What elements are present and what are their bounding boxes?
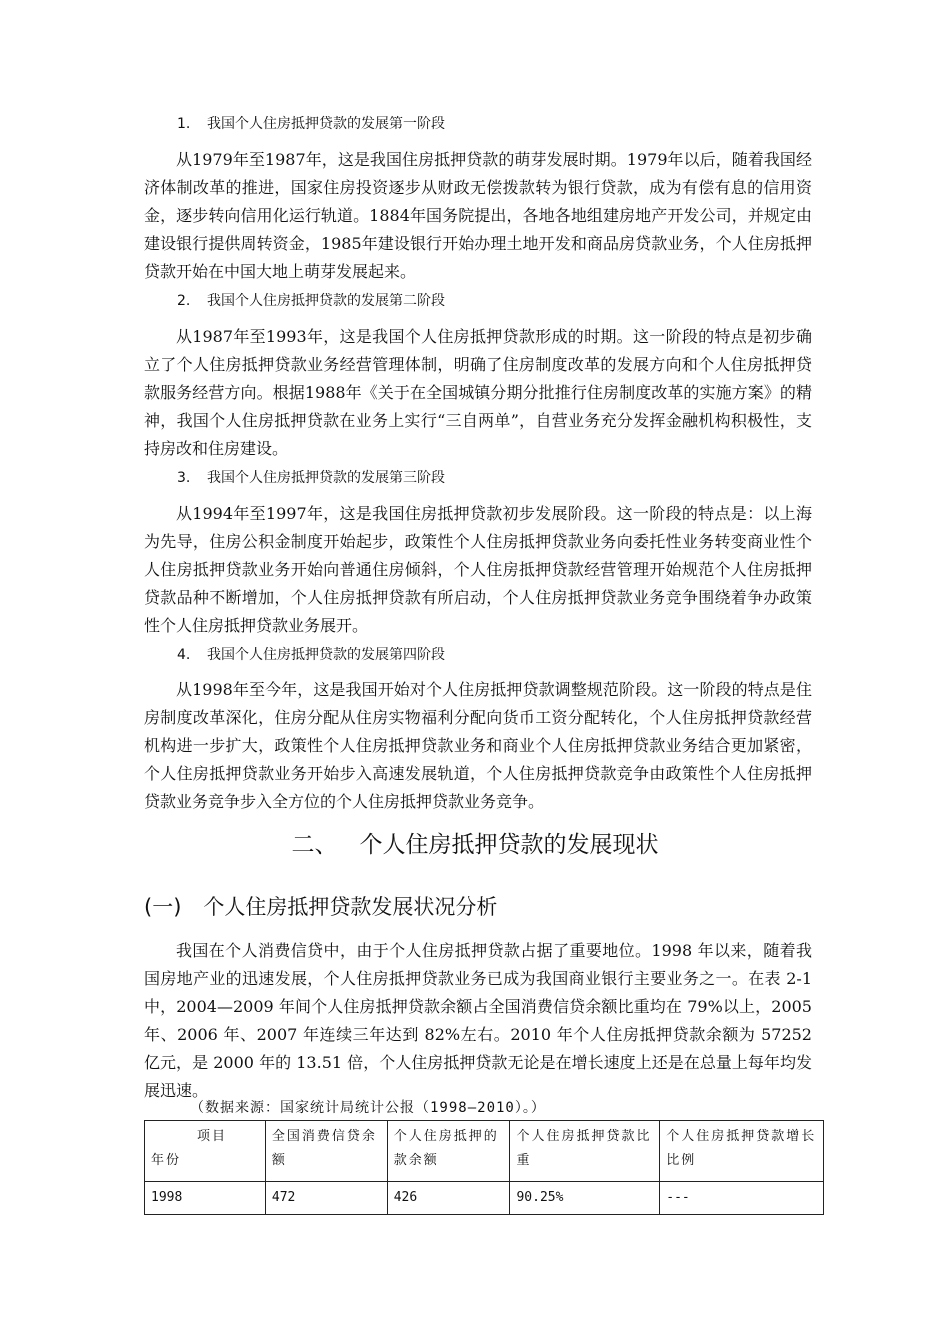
- section-paragraph-1: 从1979年至1987年，这是我国住房抵押贷款的萌芽发展时期。1979年以后，随着我国经济体制改革的推进，国家住房投资逐步从财政无偿拨款转为银行贷款，成为有偿有息的信用资金，逐步转向信用化运行轨道。1884年国务院提出，各地各地组建房地产开发公司，并规定由建设银行提供周转资金，1985年建设银行开始办理土地开发和商品房贷款业务，个人住房抵押贷款开始在中国大地上萌芽发展起来。: [144, 150, 812, 281]
- table-row: [145, 1182, 824, 1215]
- table-header-cell: 个人住房抵押的款余额: [387, 1121, 510, 1182]
- section-heading-3: [177, 467, 445, 487]
- section-number: 3.: [177, 470, 191, 486]
- table-header-cell: [145, 1121, 266, 1182]
- section-number: 1.: [177, 116, 191, 132]
- table-cell: 1998: [145, 1182, 266, 1215]
- chapter-number: 二、: [291, 832, 338, 858]
- section-paragraph-2: 从1987年至1993年，这是我国个人住房抵押贷款形成的时期。这一阶段的特点是初步确立了个人住房抵押贷款业务经营管理体制，明确了住房制度改革的发展方向和个人住房抵押贷款服务经营方向。根据1988年《关于在全国城镇分期分批推行住房制度改革的实施方案》的精神，我国个人住房抵押贷款在业务上实行“三自两单”，自营业务充分发挥金融机构积极性，支持房改和住房建设。: [144, 327, 812, 458]
- section-heading-4: [177, 644, 445, 664]
- subsection-number: (一): [144, 895, 182, 919]
- data-source-note: （数据来源：国家统计局统计公报（1998—2010）。）: [190, 1100, 546, 1116]
- section-heading-1: [177, 113, 445, 133]
- analysis-paragraph: 我国在个人消费信贷中，由于个人住房抵押贷款占据了重要地位。1998 年以来，随着我国房地产业的迅速发展，个人住房抵押贷款业务已成为我国商业银行主要业务之一。在表 2-1 中，2004—2009 年间个人住房抵押贷款余额占全国消费信贷余额比重均在 79%以上，2005 年、2006 年、2007 年连续三年达到 82%左右。2010 年个人住房抵押贷款余额为 57252 亿元，是 2000 年的 13.51 倍，个人住房抵押贷款无论是在增长速度上还是在总量上每年均发展迅速。: [144, 941, 812, 1100]
- loan-data-table: [144, 1120, 824, 1215]
- table-header-cell: 个人住房抵押贷款增长比例: [660, 1121, 824, 1182]
- section-heading-2: [177, 290, 445, 310]
- section-title: 我国个人住房抵押贷款的发展第一阶段: [207, 116, 445, 132]
- table-cell: ---: [660, 1182, 824, 1215]
- section-paragraph-4: 从1998年至今年，这是我国开始对个人住房抵押贷款调整规范阶段。这一阶段的特点是住房制度改革深化，住房分配从住房实物福利分配向货币工资分配转化，个人住房抵押贷款经营机构进一步扩大，政策性个人住房抵押贷款业务和商业个人住房抵押贷款业务结合更加紧密，个人住房抵押贷款业务开始步入高速发展轨道，个人住房抵押贷款竞争由政策性个人住房抵押贷款业务竞争步入全方位的个人住房抵押贷款业务竞争。: [144, 680, 812, 811]
- section-paragraph-3: 从1994年至1997年，这是我国住房抵押贷款初步发展阶段。这一阶段的特点是：以上海为先导，住房公积金制度开始起步，政策性个人住房抵押贷款业务向委托性业务转变商业性个人住房抵押贷款业务开始向普通住房倾斜，个人住房抵押贷款经营管理开始规范个人住房抵押贷款品种不断增加，个人住房抵押贷款有所启动，个人住房抵押贷款业务竞争围绕着争办政策性个人住房抵押贷款业务展开。: [144, 504, 812, 635]
- chapter-heading: [0, 826, 950, 859]
- table-header-row: [145, 1121, 824, 1182]
- table-header-cell: 全国消费信贷余额: [265, 1121, 387, 1182]
- table-header-cell: 个人住房抵押贷款比重: [510, 1121, 660, 1182]
- table-cell: 90.25%: [510, 1182, 660, 1215]
- header-item-label: 项目: [197, 1129, 228, 1144]
- section-number: 2.: [177, 293, 191, 309]
- section-title: 我国个人住房抵押贷款的发展第四阶段: [207, 647, 445, 663]
- table-cell: 426: [387, 1182, 510, 1215]
- subsection-heading: [144, 891, 497, 921]
- section-title: 我国个人住房抵押贷款的发展第三阶段: [207, 470, 445, 486]
- table-cell: 472: [265, 1182, 387, 1215]
- chapter-title: 个人住房抵押贷款的发展现状: [359, 832, 659, 858]
- header-year-label: 年份: [151, 1153, 182, 1168]
- section-number: 4.: [177, 647, 191, 663]
- subsection-title: 个人住房抵押贷款发展状况分析: [203, 895, 498, 919]
- section-title: 我国个人住房抵押贷款的发展第二阶段: [207, 293, 445, 309]
